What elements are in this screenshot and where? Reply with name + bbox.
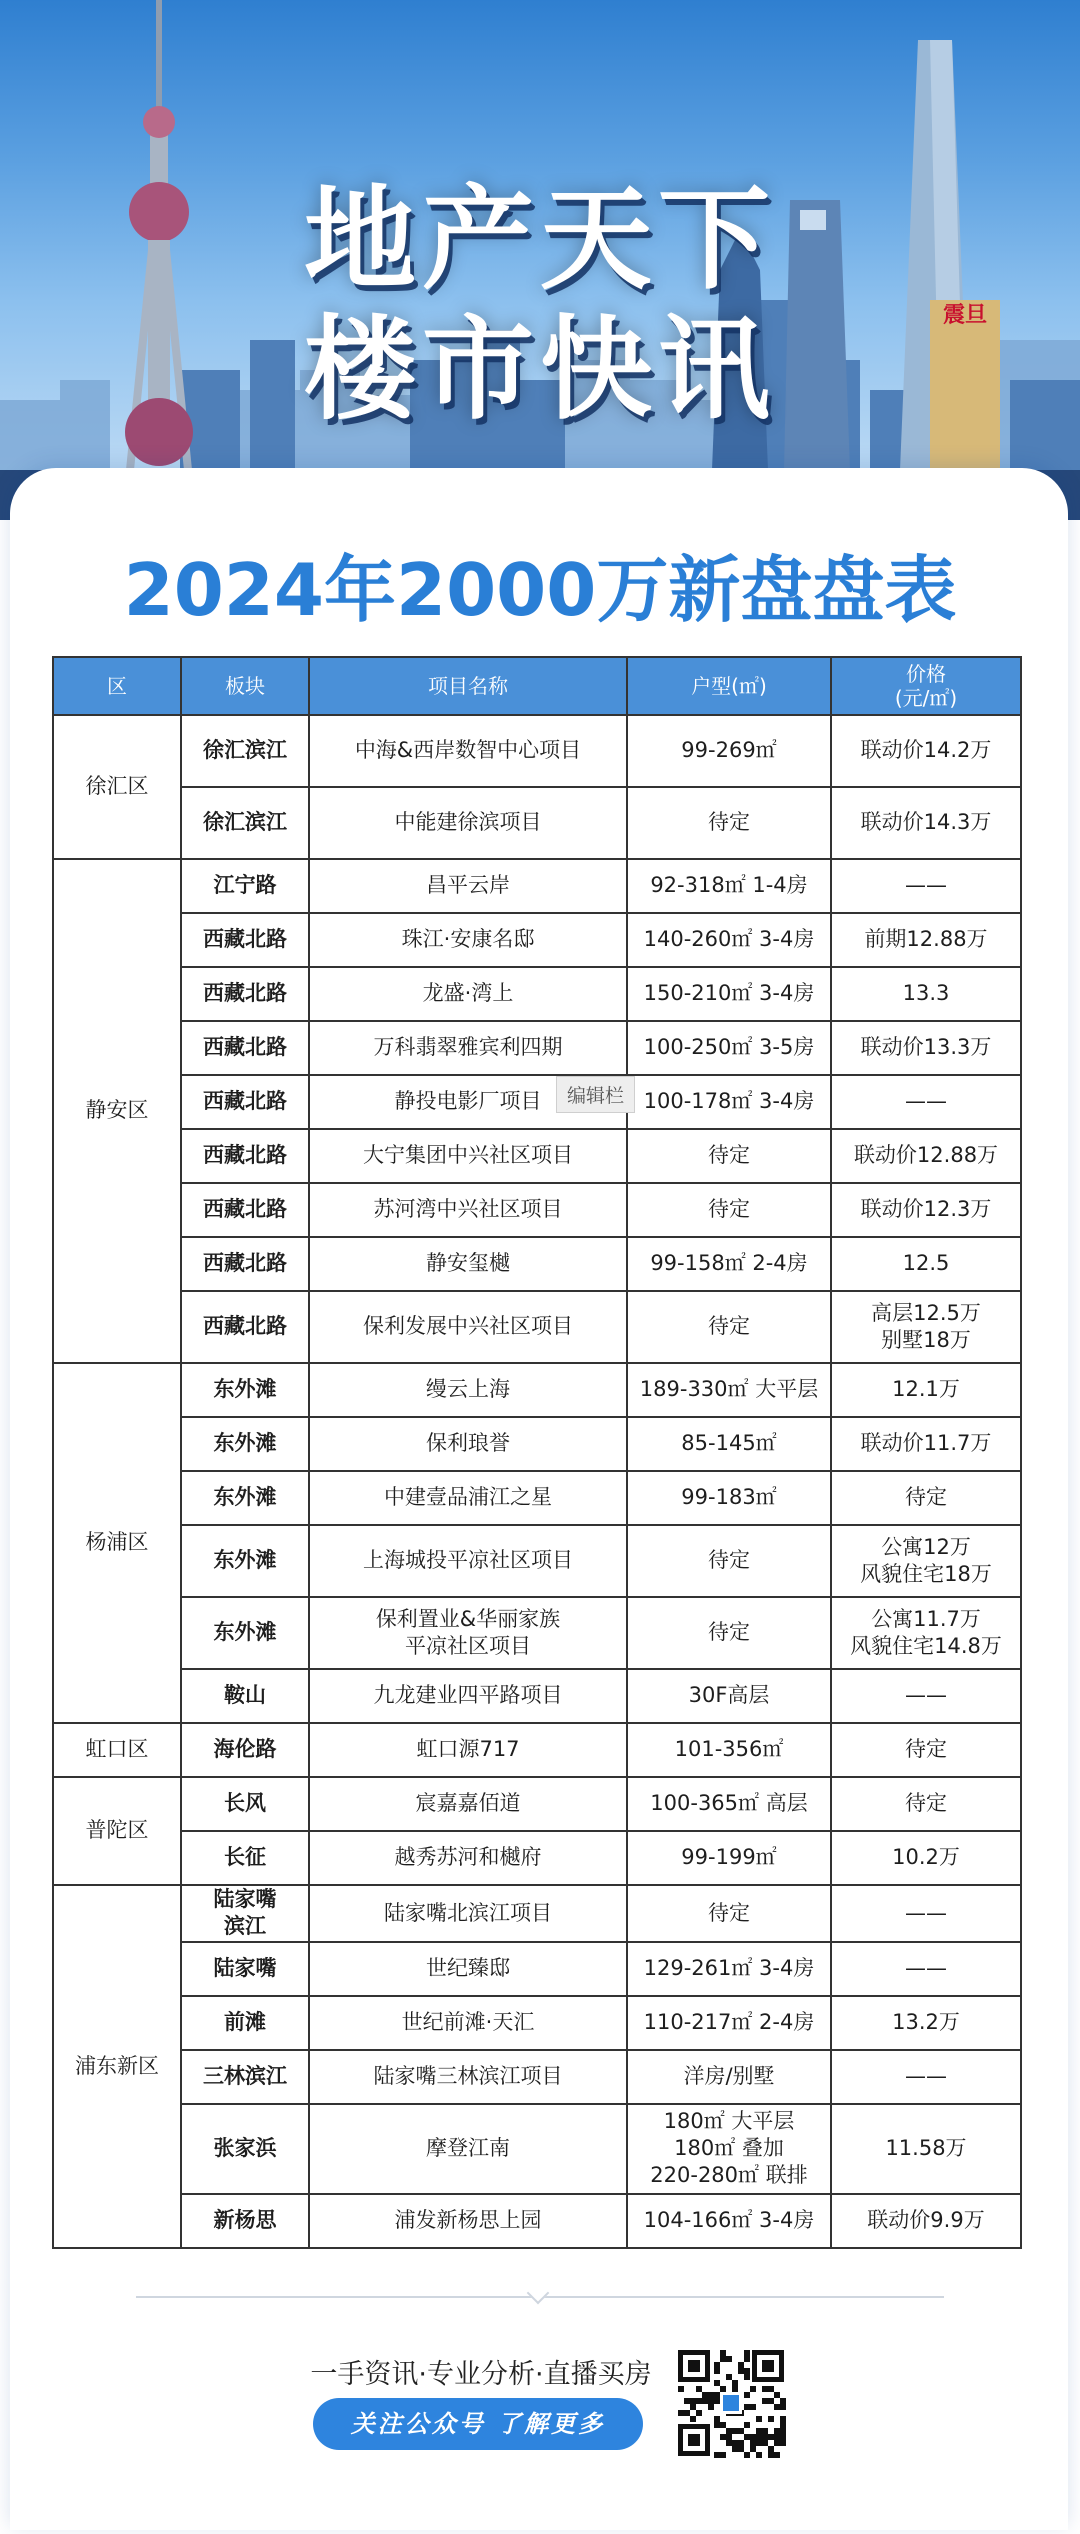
footer-slogan: 一手资讯·专业分析·直播买房 [310,2359,652,2390]
layout-cell: 99-183㎡ [627,1471,831,1525]
table-row [53,1942,1021,1996]
plate-cell: 西藏北路 [181,967,309,1021]
qr-module [762,2360,774,2372]
qr-module [750,2434,756,2440]
qr-module [780,2428,786,2434]
table-row [53,1777,1021,1831]
qr-module [774,2440,780,2446]
qr-code[interactable] [676,2348,786,2458]
project-name-cell: 万科翡翠雅宾利四期 [309,1021,627,1075]
plate-cell: 西藏北路 [181,1129,309,1183]
plate-cell: 鞍山 [181,1669,309,1723]
qr-module [714,2452,720,2458]
qr-module [780,2440,786,2446]
project-name-cell: 保利置业&华丽家族 平凉社区项目 [309,1597,627,1669]
qr-module [768,2386,774,2392]
layout-cell: 99-269㎡ [627,715,831,787]
qr-module [744,2392,750,2398]
plate-cell: 西藏北路 [181,1021,309,1075]
qr-module [708,2404,714,2410]
qr-module [780,2422,786,2428]
layout-cell: 待定 [627,1597,831,1669]
price-cell: 12.5 [831,1237,1021,1291]
price-cell: 联动价12.88万 [831,1129,1021,1183]
tower-antenna [156,0,162,110]
qr-module [726,2440,732,2446]
plate-cell: 新杨思 [181,2194,309,2248]
qr-module [714,2368,720,2374]
layout-cell: 30F高层 [627,1669,831,1723]
plate-cell: 西藏北路 [181,1237,309,1291]
qr-module [690,2404,696,2410]
plate-cell: 西藏北路 [181,913,309,967]
qr-module [738,2368,744,2374]
table-row [53,2194,1021,2248]
qr-module [678,2386,684,2392]
qr-module [714,2416,720,2422]
layout-cell: 104-166㎡ 3-4房 [627,2194,831,2248]
table-row [53,1723,1021,1777]
layout-cell: 140-260㎡ 3-4房 [627,913,831,967]
price-cell: 12.1万 [831,1363,1021,1417]
qr-module [750,2440,756,2446]
project-name-cell: 九龙建业四平路项目 [309,1669,627,1723]
layout-cell: 待定 [627,1885,831,1942]
qr-module [762,2398,768,2404]
table-row [53,1996,1021,2050]
qr-module [690,2416,696,2422]
project-name-cell: 珠江·安康名邸 [309,913,627,967]
price-cell: —— [831,2050,1021,2104]
qr-module [708,2392,714,2398]
plate-cell: 西藏北路 [181,1075,309,1129]
price-cell: 联动价14.3万 [831,787,1021,859]
table-row [53,1525,1021,1597]
layout-cell: 100-250㎡ 3-5房 [627,1021,831,1075]
district-cell: 静安区 [53,859,181,1363]
qr-module [768,2398,774,2404]
price-cell: 待定 [831,1777,1021,1831]
district-cell: 浦东新区 [53,1885,181,2248]
qr-module [744,2350,750,2356]
table-row [53,2104,1021,2194]
price-cell: —— [831,1669,1021,1723]
table-row [53,1363,1021,1417]
qr-module [720,2434,726,2440]
plate-cell: 徐汇滨江 [181,787,309,859]
qr-module [696,2398,702,2404]
table-row [53,1291,1021,1363]
qr-module [708,2398,714,2404]
qr-module [774,2392,780,2398]
qr-module [738,2440,744,2446]
layout-cell: 待定 [627,1525,831,1597]
project-name-cell: 龙盛·湾上 [309,967,627,1021]
plate-cell: 东外滩 [181,1471,309,1525]
header-plate: 板块 [181,657,309,715]
layout-cell: 99-199㎡ [627,1831,831,1885]
qr-module [750,2404,756,2410]
qr-module [702,2398,708,2404]
plate-cell: 东外滩 [181,1525,309,1597]
price-cell: 13.3 [831,967,1021,1021]
table-header-row [53,657,1021,715]
district-cell: 杨浦区 [53,1363,181,1723]
table-row [53,1597,1021,1669]
price-cell: 联动价12.3万 [831,1183,1021,1237]
qr-module [744,2374,750,2380]
table-row [53,1417,1021,1471]
aurora-sign: 震旦 [942,303,988,328]
qr-module [780,2398,786,2404]
table-row [53,715,1021,787]
project-name-cell: 昌平云岸 [309,859,627,913]
project-name-cell: 陆家嘴北滨江项目 [309,1885,627,1942]
district-cell: 虹口区 [53,1723,181,1777]
project-name-cell: 缦云上海 [309,1363,627,1417]
qr-module [732,2386,738,2392]
plate-cell: 西藏北路 [181,1183,309,1237]
qr-module [714,2392,720,2398]
project-name-cell: 世纪臻邸 [309,1942,627,1996]
price-cell: —— [831,1885,1021,1942]
qr-module [762,2428,768,2434]
price-cell: 高层12.5万 别墅18万 [831,1291,1021,1363]
qr-module [744,2434,750,2440]
price-cell: 联动价14.2万 [831,715,1021,787]
layout-cell: 180㎡ 大平层 180㎡ 叠加 220-280㎡ 联排 [627,2104,831,2194]
price-cell: —— [831,859,1021,913]
qr-module [744,2356,750,2362]
layout-cell: 待定 [627,787,831,859]
qr-module [774,2404,780,2410]
qr-module [714,2380,720,2386]
layout-cell: 150-210㎡ 3-4房 [627,967,831,1021]
price-cell: 待定 [831,1471,1021,1525]
qr-module [720,2452,726,2458]
qr-module [720,2422,726,2428]
table-row [53,1885,1021,1942]
price-cell: 10.2万 [831,1831,1021,1885]
plate-cell: 徐汇滨江 [181,715,309,787]
plate-cell: 三林滨江 [181,2050,309,2104]
qr-module [688,2434,700,2446]
table-row [53,1471,1021,1525]
plate-cell: 海伦路 [181,1723,309,1777]
project-name-cell: 越秀苏河和樾府 [309,1831,627,1885]
district-cell: 普陀区 [53,1777,181,1885]
plate-cell: 陆家嘴 滨江 [181,1885,309,1942]
layout-cell: 99-158㎡ 2-4房 [627,1237,831,1291]
layout-cell: 待定 [627,1129,831,1183]
layout-cell: 待定 [627,1183,831,1237]
plate-cell: 西藏北路 [181,1291,309,1363]
table-row [53,1669,1021,1723]
table-row [53,1831,1021,1885]
qr-module [720,2386,726,2392]
qr-module [774,2452,780,2458]
follow-account-button[interactable]: 关注公众号 了解更多 [313,2398,643,2450]
qr-module [780,2434,786,2440]
qr-module [738,2428,744,2434]
district-cell: 徐汇区 [53,715,181,859]
header-layout: 户型(㎡) [627,657,831,715]
qr-module [696,2386,702,2392]
edit-bar-tooltip: 编辑栏 [556,1076,635,1113]
table-row [53,967,1021,1021]
project-name-cell: 虹口源717 [309,1723,627,1777]
qr-module [768,2434,774,2440]
table-row [53,859,1021,913]
header-price: 价格 (元/㎡) [831,657,1021,715]
qr-module [720,2350,726,2356]
project-name-cell: 中海&西岸数智中心项目 [309,715,627,787]
price-cell: —— [831,1942,1021,1996]
hero-banner [0,0,1080,520]
plate-cell: 长风 [181,1777,309,1831]
qr-module [723,2395,739,2411]
plate-cell: 东外滩 [181,1363,309,1417]
qr-module [720,2356,726,2362]
price-cell: 联动价9.9万 [831,2194,1021,2248]
qr-module [702,2392,708,2398]
project-name-cell: 保利琅誉 [309,1417,627,1471]
price-cell: 公寓12万 风貌住宅18万 [831,1525,1021,1597]
layout-cell: 189-330㎡ 大平层 [627,1363,831,1417]
layout-cell: 110-217㎡ 2-4房 [627,1996,831,2050]
qr-module [780,2404,786,2410]
hero-title-line2: 楼市快讯 [304,305,776,435]
qr-module [756,2434,762,2440]
qr-module [726,2434,732,2440]
plate-cell: 长征 [181,1831,309,1885]
project-name-cell: 摩登江南 [309,2104,627,2194]
qr-module [774,2428,780,2434]
table-row [53,913,1021,967]
hero-title-line1: 地产天下 [304,175,776,305]
tower-small-sphere [143,106,175,138]
table-row [53,2050,1021,2104]
qr-module [738,2446,744,2452]
layout-cell: 待定 [627,1291,831,1363]
layout-cell: 129-261㎡ 3-4房 [627,1942,831,1996]
layout-cell: 100-178㎡ 3-4房 [627,1075,831,1129]
new-project-table [52,656,1022,2249]
qr-module [678,2410,684,2416]
plate-cell: 前滩 [181,1996,309,2050]
layout-cell: 92-318㎡ 1-4房 [627,859,831,913]
qr-module [726,2428,732,2434]
qr-module [750,2386,756,2392]
project-name-cell: 上海城投平凉社区项目 [309,1525,627,1597]
qr-module [750,2446,756,2452]
plate-cell: 江宁路 [181,859,309,913]
project-name-cell: 苏河湾中兴社区项目 [309,1183,627,1237]
project-name-cell: 陆家嘴三林滨江项目 [309,2050,627,2104]
table-row [53,787,1021,859]
header-project: 项目名称 [309,657,627,715]
plate-cell: 陆家嘴 [181,1942,309,1996]
qr-module [714,2398,720,2404]
main-title: 2024年2000万新盘盘表 [123,548,957,632]
qr-module [732,2380,738,2386]
project-name-cell: 静安玺樾 [309,1237,627,1291]
qr-module [732,2428,738,2434]
price-cell: 11.58万 [831,2104,1021,2194]
qr-module [714,2422,720,2428]
price-cell: 13.2万 [831,1996,1021,2050]
qr-module [756,2428,762,2434]
table-row [53,1237,1021,1291]
qr-module [688,2360,700,2372]
price-cell: 公寓11.7万 风貌住宅14.8万 [831,1597,1021,1669]
table-row [53,1021,1021,1075]
qr-module [762,2386,768,2392]
layout-cell: 100-365㎡ 高层 [627,1777,831,1831]
table-row [53,1075,1021,1129]
project-name-cell: 浦发新杨思上园 [309,2194,627,2248]
plate-cell: 东外滩 [181,1417,309,1471]
qr-module [714,2362,720,2368]
plate-cell: 张家浜 [181,2104,309,2194]
qr-module [768,2452,774,2458]
table-row [53,1183,1021,1237]
qr-module [726,2356,732,2362]
project-name-cell: 宸嘉嘉佰道 [309,1777,627,1831]
qr-module [756,2452,762,2458]
qr-module [732,2440,738,2446]
project-name-cell: 保利发展中兴社区项目 [309,1291,627,1363]
price-cell: 联动价11.7万 [831,1417,1021,1471]
price-cell: —— [831,1075,1021,1129]
qr-module [690,2398,696,2404]
header-district: 区 [53,657,181,715]
qr-module [696,2410,702,2416]
price-cell: 待定 [831,1723,1021,1777]
qr-module [684,2398,690,2404]
qr-module [744,2422,750,2428]
qr-module [744,2368,750,2374]
qr-module [762,2434,768,2440]
layout-cell: 85-145㎡ [627,1417,831,1471]
qr-module [744,2404,750,2410]
qr-module [726,2374,732,2380]
qr-module [768,2446,774,2452]
layout-cell: 洋房/别墅 [627,2050,831,2104]
price-cell: 联动价13.3万 [831,1021,1021,1075]
qr-module [756,2440,762,2446]
qr-module [774,2434,780,2440]
plate-cell: 东外滩 [181,1597,309,1669]
qr-module [780,2416,786,2422]
qr-module [762,2440,768,2446]
qr-module [744,2452,750,2458]
layout-cell: 101-356㎡ [627,1723,831,1777]
project-name-cell: 中建壹品浦江之星 [309,1471,627,1525]
qr-module [738,2362,744,2368]
qr-module [732,2446,738,2452]
project-name-cell: 世纪前滩·天汇 [309,1996,627,2050]
table-row [53,1129,1021,1183]
price-cell: 前期12.88万 [831,913,1021,967]
qr-module [768,2416,774,2422]
qr-module [756,2416,762,2422]
project-name-cell: 中能建徐滨项目 [309,787,627,859]
project-name-cell: 大宁集团中兴社区项目 [309,1129,627,1183]
project-name-cell: 静投电影厂项目 [309,1075,627,1129]
qr-module [684,2410,690,2416]
